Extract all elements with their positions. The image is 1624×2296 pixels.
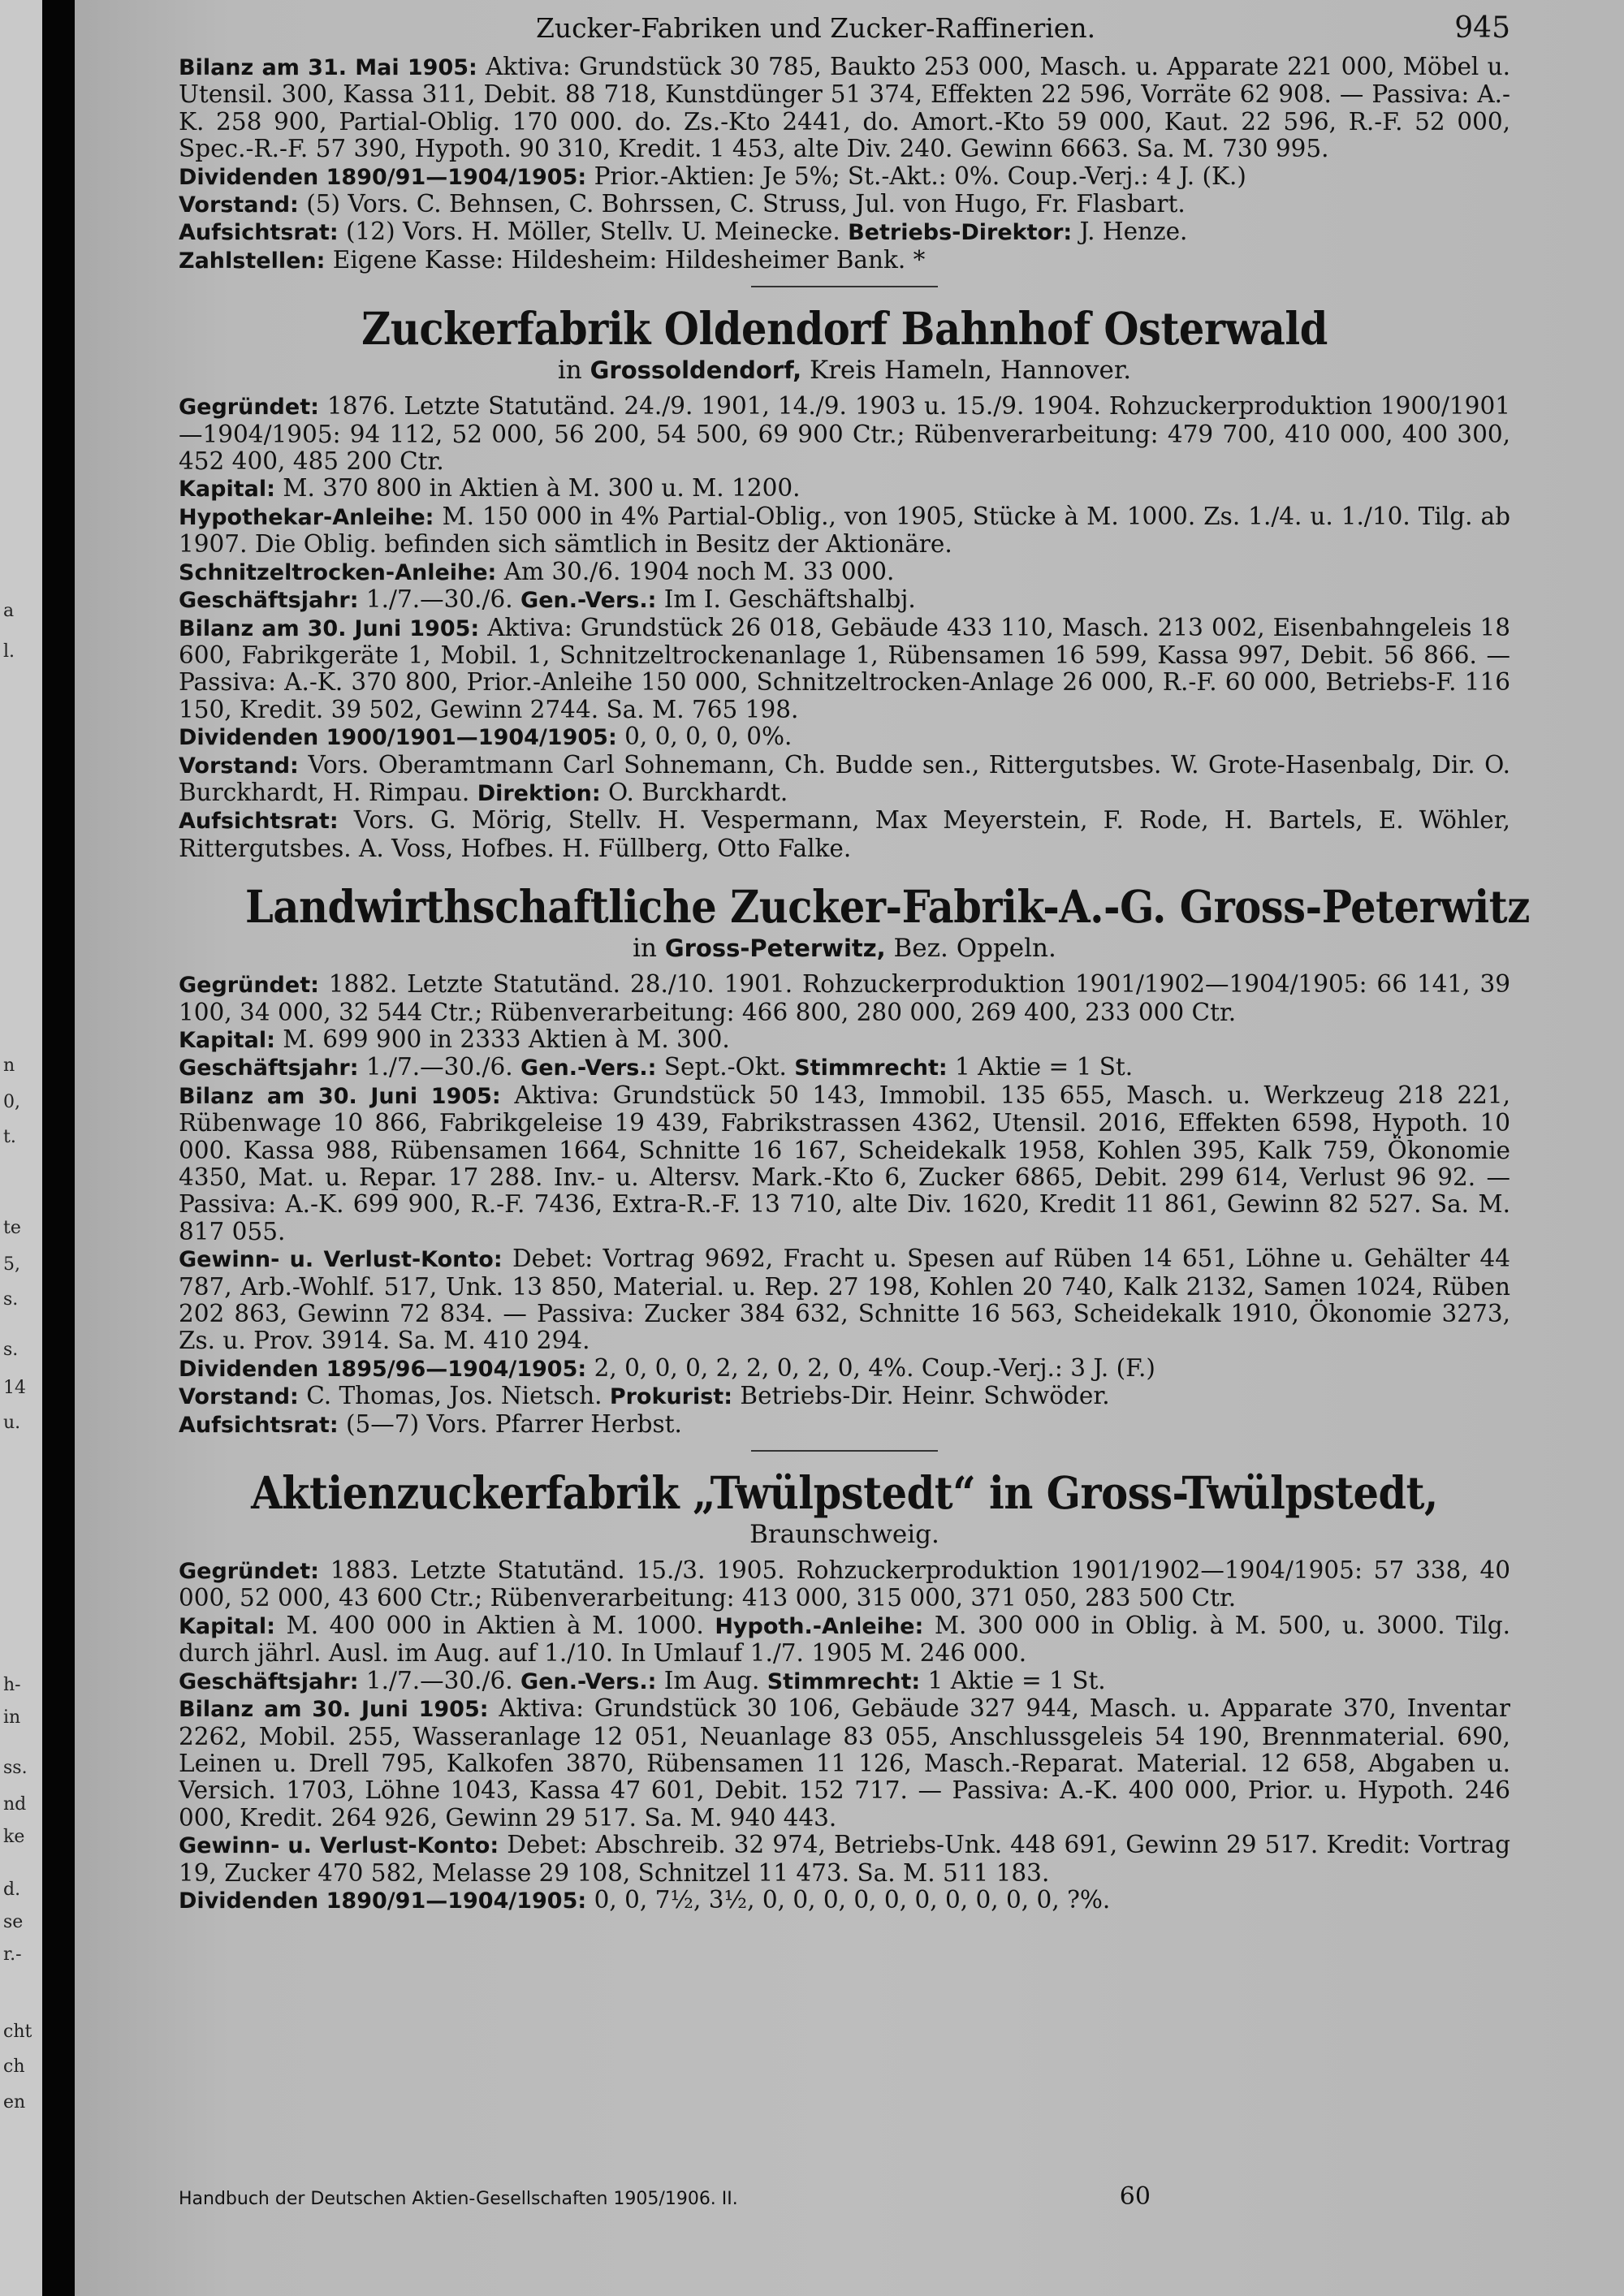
- company-location: in Gross-Peterwitz, Bez. Oppeln.: [633, 934, 1056, 964]
- board-paragraph: [179, 191, 1510, 218]
- entry-text: Debet: Vortrag 9692, Fracht u. Spesen auf Rüben 14 651, Löhne u. Gehälter 44 787, Arb.-Wohlf. 517, Unk. 13 850, Material. u. Rep. 27 198, Kohlen 20 740, Kalk 2132, Samen 1024, Rüben 202 863, Gewinn 72 834. — Passiva: Zucker 384 632, Schnitte 16 563, Scheidekalk 1910, Ökonomie 3273, Zs. u. Prov. 3914. Sa. M. 410 294.: [179, 1245, 1510, 1355]
- entry-text: M. 300 000 in Oblig. à M. 500, u. 3000. Tilg. durch jährl. Ausl. im Aug. auf 1./10. In Umlauf 1./7. 1905 M. 246 000.: [179, 1611, 1510, 1668]
- entry-twuelpstedt: [179, 1468, 1510, 1914]
- entry-text: Aktiva: Grundstück 30 106, Gebäude 327 944, Masch. u. Apparate 370, Inventar 2262, Mobil. 255, Wasseranlage 12 051, Neuanlage 83 055, Anschlussgeleis 54 190, Brennmaterial. 690, Leinen u. Drell 795, Kalkofen 3870, Rübensamen 11 126, Masch.-Reparat. Material. 12 658, Abgaben u. Versich. 1703, Löhne 1043, Kassa 47 601, Debit. 152 717. — Passiva: A.-K. 400 000, Prior. u. Hypoth. 246 000, Kredit. 264 926, Gewinn 29 517. Sa. M. 940 443.: [179, 1694, 1510, 1832]
- entry-text: Debet: Abschreib. 32 974, Betriebs-Unk. 448 691, Gewinn 29 517. Kredit: Vortrag 19, Zucker 470 582, Melasse 29 108, Schnitzel 11 473. Sa. M. 511 183.: [179, 1831, 1510, 1887]
- margin-fragment: ch: [3, 2056, 25, 2077]
- supervisory-board-paragraph: [179, 807, 1510, 862]
- entry-text: Im Aug.: [656, 1666, 767, 1694]
- margin-fragment: n: [3, 1055, 15, 1076]
- entry-text: Im I. Geschäftshalbj.: [656, 585, 916, 614]
- profit-loss-paragraph: [179, 1245, 1510, 1355]
- entry-label: Gen.-Vers.:: [520, 1668, 657, 1694]
- entry-label: Schnitzeltrocken-Anleihe:: [179, 559, 497, 585]
- entry-text: M. 370 800 in Aktien à M. 300 u. M. 1200.: [274, 474, 801, 503]
- entry-label: Zahlstellen:: [179, 248, 326, 274]
- balance-sheet-paragraph: [179, 1695, 1510, 1832]
- entry-label: Dividenden 1890/91—1904/1905:: [179, 1888, 587, 1914]
- capital-paragraph: [179, 1612, 1510, 1668]
- section-divider: [751, 286, 938, 287]
- margin-fragment: 5,: [3, 1254, 20, 1275]
- margin-fragment: se: [3, 1912, 24, 1932]
- entry-text: M. 699 900 in 2333 Aktien à M. 300.: [274, 1025, 730, 1053]
- entry-text: (5) Vors. C. Behnsen, C. Bohrssen, C. Struss, Jul. von Hugo, Fr. Flasbart.: [298, 190, 1186, 218]
- margin-fragment: l.: [3, 641, 15, 662]
- entry-text: 1876. Letzte Statutänd. 24./9. 1901, 14./9. 1903 u. 15./9. 1904. Rohzuckerproduktion 1900/1901—1904/1905: 94 112, 52 000, 56 200, 54 500, 69 900 Ctr.; Rübenverarbeitung: 479 700, 410 000, 400 300, 452 400, 485 200 Ctr.: [179, 392, 1510, 476]
- entry-label: Gen.-Vers.:: [520, 1055, 657, 1081]
- entry-label: Geschäftsjahr:: [179, 1055, 359, 1081]
- balance-sheet-paragraph: [179, 1082, 1510, 1245]
- entry-text: M. 400 000 in Aktien à M. 1000.: [274, 1611, 715, 1639]
- entry-text: Prior.-Aktien: Je 5%; St.-Akt.: 0%. Coup.-Verj.: 4 J. (K.): [586, 162, 1246, 190]
- entry-label: Vorstand:: [179, 1384, 299, 1410]
- entry-label: Vorstand:: [179, 753, 299, 779]
- entry-text: M. 150 000 in 4% Partial-Oblig., von 1905, Stücke à M. 1000. Zs. 1./4. u. 1./10. Tilg. ab 1907. Die Oblig. befinden sich sämtlich in Besitz der Aktionäre.: [179, 502, 1510, 559]
- company-heading: Zuckerfabrik Oldendorf Bahnhof Osterwald: [361, 302, 1328, 356]
- board-paragraph: [179, 752, 1510, 808]
- loan-paragraph: [179, 559, 1510, 586]
- entry-label: Bilanz am 31. Mai 1905:: [179, 55, 477, 80]
- entry-label: Hypothekar-Anleihe:: [179, 504, 434, 530]
- entry-label: Geschäftsjahr:: [179, 1668, 359, 1694]
- book-spine-shadow: [42, 0, 75, 2296]
- entry-text: (5—7) Vors. Pfarrer Herbst.: [338, 1409, 682, 1438]
- section-divider: [751, 1450, 938, 1452]
- margin-fragment: h-: [3, 1675, 21, 1695]
- company-heading: Aktienzuckerfabrik „Twülpstedt“ in Gross-Twülpstedt,: [251, 1466, 1438, 1520]
- entry-label: Gewinn- u. Verlust-Konto:: [179, 1247, 503, 1273]
- entry-label: Bilanz am 30. Juni 1905:: [179, 1083, 501, 1109]
- entry-text: 1882. Letzte Statutänd. 28./10. 1901. Rohzuckerproduktion 1901/1902—1904/1905: 66 141, 39 100, 34 000, 32 544 Ctr.; Rübenverarbeitung: 466 800, 280 000, 269 400, 233 000 Ctr.: [179, 970, 1510, 1026]
- supervisory-board-paragraph: [179, 218, 1510, 246]
- capital-paragraph: [179, 1026, 1510, 1054]
- fiscal-year-paragraph: [179, 586, 1510, 614]
- entry-text: 1./7.—30./6.: [358, 1053, 521, 1081]
- entry-text: 1883. Letzte Statutänd. 15./3. 1905. Rohzuckerproduktion 1901/1902—1904/1905: 57 338, 40 000, 52 000, 43 600 Ctr.; Rübenverarbeitung: 413 000, 315 000, 371 050, 283 500 Ctr.: [179, 1556, 1510, 1612]
- margin-fragment: ss.: [3, 1758, 28, 1778]
- entry-text: J. Henze.: [1072, 218, 1188, 246]
- entry-label: Vorstand:: [179, 192, 299, 218]
- entry-text: C. Thomas, Jos. Nietsch.: [298, 1382, 610, 1410]
- entry-label: Stimmrecht:: [767, 1668, 921, 1694]
- dividends-paragraph: [179, 1887, 1510, 1914]
- entry-text: 0, 0, 0, 0, 0%.: [616, 723, 793, 751]
- text-column: [179, 11, 1530, 1914]
- margin-fragment: 0,: [3, 1092, 20, 1112]
- margin-fragment: t.: [3, 1127, 16, 1147]
- entry-continued-block: [179, 54, 1510, 274]
- fiscal-year-paragraph: [179, 1668, 1510, 1695]
- company-location: Braunschweig.: [749, 1520, 939, 1550]
- entry-text: Aktiva: Grundstück 50 143, Immobil. 135 655, Masch. u. Werkzeug 218 221, Rübenwage 10 866, Fabrikgeleise 19 439, Fabrikstrassen 4362, Utensil. 2016, Effekten 6598, Hypoth. 10 000. Kassa 988, Rübensamen 1664, Schnitte 16 167, Scheidekalk 1958, Kohlen 395, Kalk 759, Ökonomie 4350, Mat. u. Repar. 17 288. Inv.- u. Altersv. Mark.-Kto 6, Zucker 6865, Debit. 299 614, Verlust 96 92. — Passiva: A.-K. 699 900, R.-F. 7436, Extra-R.-F. 13 710, alte Div. 1620, Kredit 11 861, Gewinn 82 527. Sa. M. 817 055.: [179, 1081, 1511, 1245]
- margin-fragment: te: [3, 1218, 21, 1238]
- entry-text: Eigene Kasse: Hildesheim: Hildesheimer Bank. *: [325, 245, 926, 274]
- entry-text: O. Burckhardt.: [600, 778, 788, 806]
- entry-label: Direktion:: [477, 780, 601, 806]
- entry-label: Geschäftsjahr:: [179, 588, 359, 614]
- entry-label: Dividenden 1900/1901—1904/1905:: [179, 725, 617, 751]
- entry-text: 1./7.—30./6.: [358, 585, 521, 614]
- entry-label: Dividenden 1895/96—1904/1905:: [179, 1356, 587, 1382]
- supervisory-board-paragraph: [179, 1411, 1510, 1439]
- founded-paragraph: [179, 1557, 1510, 1612]
- margin-fragment: r.-: [3, 1944, 22, 1965]
- entry-label: Gegründet:: [179, 1559, 319, 1585]
- entry-label: Stimmrecht:: [794, 1055, 948, 1081]
- margin-fragment: cht: [3, 2022, 32, 2042]
- entry-label: Aufsichtsrat:: [179, 220, 339, 246]
- margin-fragment: d.: [3, 1880, 21, 1900]
- entry-label: Betriebs-Direktor:: [848, 220, 1073, 246]
- board-paragraph: [179, 1383, 1510, 1410]
- entry-text: 2, 0, 0, 0, 2, 2, 0, 2, 0, 4%. Coup.-Verj.: 3 J. (F.): [586, 1353, 1155, 1382]
- entry-label: Gewinn- u. Verlust-Konto:: [179, 1833, 499, 1859]
- signature-mark: 60: [1119, 2182, 1151, 2211]
- entry-text: 1 Aktie = 1 St.: [920, 1666, 1106, 1694]
- entry-label: Gegründet:: [179, 973, 319, 999]
- margin-fragment: in: [3, 1707, 21, 1728]
- founded-paragraph: [179, 971, 1510, 1026]
- entry-label: Aufsichtsrat:: [179, 809, 339, 835]
- margin-fragment: ke: [3, 1827, 25, 1847]
- entry-label: Kapital:: [179, 1613, 275, 1639]
- running-head: [179, 11, 1510, 54]
- entry-label: Dividenden 1890/91—1904/1905:: [179, 164, 587, 190]
- margin-fragment: u.: [3, 1413, 21, 1433]
- margin-fragment: s.: [3, 1289, 19, 1310]
- company-location: in Grossoldendorf, Kreis Hameln, Hannover.: [557, 356, 1132, 386]
- entry-text: Aktiva: Grundstück 26 018, Gebäude 433 110, Masch. 213 002, Eisenbahngeleis 18 600, Fabrikgeräte 1, Mobil. 1, Schnitzeltrockenanlage 1, Rübensamen 16 599, Kassa 997, Debit. 56 866. — Passiva: A.-K. 370 800, Prior.-Anleihe 150 000, Schnitzeltrocken-Anlage 26 000, R.-F. 60 000, Betriebs-F. 116 150, Kredit. 39 502, Gewinn 2744. Sa. M. 765 198.: [179, 613, 1510, 723]
- entry-text: 1 Aktie = 1 St.: [947, 1053, 1134, 1081]
- entry-label: Gegründet:: [179, 395, 319, 421]
- entry-label: Kapital:: [179, 477, 275, 503]
- entry-label: Aufsichtsrat:: [179, 1412, 339, 1438]
- margin-fragment: s.: [3, 1340, 19, 1360]
- entry-label: Bilanz am 30. Juni 1905:: [179, 615, 480, 641]
- entry-text: Vors. Oberamtmann Carl Sohnemann, Ch. Budde sen., Rittergutsbes. W. Grote-Hasenbalg, Dir. O. Burckhardt, H. Rimpau.: [179, 750, 1510, 806]
- capital-paragraph: [179, 475, 1510, 503]
- entry-text: (12) Vors. H. Möller, Stellv. U. Meinecke.: [338, 218, 849, 246]
- margin-fragment: 14: [3, 1378, 26, 1398]
- fiscal-year-paragraph: [179, 1054, 1510, 1081]
- entry-text: 0, 0, 7½, 3½, 0, 0, 0, 0, 0, 0, 0, 0, 0, 0, ?%.: [586, 1885, 1111, 1914]
- footer-book-title: Handbuch der Deutschen Aktien-Gesellschaften 1905/1906. II.: [179, 2189, 738, 2209]
- entry-label: Gen.-Vers.:: [520, 588, 657, 614]
- balance-sheet-paragraph: [179, 615, 1510, 724]
- paying-agents-paragraph: [179, 247, 1510, 274]
- entry-label: Hypoth.-Anleihe:: [715, 1613, 924, 1639]
- entry-text: Sept.-Okt.: [656, 1053, 795, 1081]
- balance-sheet-paragraph: [179, 54, 1510, 163]
- book-page: [3, 0, 1624, 2296]
- entry-label: Prokurist:: [609, 1384, 733, 1410]
- company-heading: Landwirthschaftliche Zucker-Fabrik-A.-G. Gross-Peterwitz: [245, 880, 1530, 934]
- mortgage-loan-paragraph: [179, 503, 1510, 559]
- profit-loss-paragraph: [179, 1832, 1510, 1887]
- entry-text: Aktiva: Grundstück 30 785, Baukto 253 000, Masch. u. Apparate 221 000, Möbel u. Utensil. 300, Kassa 311, Debit. 88 718, Kunstdünger 51 374, Effekten 22 596, Vorräte 62 908. — Passiva: A.-K. 258 900, Partial-Oblig. 170 000. do. Zs.-Kto 2441, do. Amort.-Kto 59 000, Kaut. 22 596, R.-F. 52 000, Spec.-R.-F. 57 390, Hypoth. 90 310, Kredit. 1 453, alte Div. 240. Gewinn 6663. Sa. M. 730 995.: [179, 53, 1510, 163]
- entry-oldendorf: [179, 304, 1510, 862]
- running-title: Zucker-Fabriken und Zucker-Raffinerien.: [536, 12, 1096, 44]
- entry-label: Bilanz am 30. Juni 1905:: [179, 1697, 489, 1723]
- founded-paragraph: [179, 393, 1510, 475]
- margin-fragment: a: [3, 601, 15, 621]
- margin-fragment: en: [3, 2092, 26, 2113]
- entry-label: Kapital:: [179, 1027, 275, 1053]
- dividends-paragraph: [179, 723, 1510, 751]
- margin-fragment: nd: [3, 1794, 27, 1815]
- entry-text: Vors. G. Mörig, Stellv. H. Vespermann, Max Meyerstein, F. Rode, H. Bartels, E. Wöhler, Rittergutsbes. A. Voss, Hofbes. H. Füllberg, Otto Falke.: [179, 806, 1510, 862]
- entry-text: Betriebs-Dir. Heinr. Schwöder.: [732, 1382, 1110, 1410]
- dividends-paragraph: [179, 163, 1510, 191]
- entry-text: 1./7.—30./6.: [358, 1666, 521, 1694]
- entry-text: Am 30./6. 1904 noch M. 33 000.: [496, 557, 895, 585]
- page-footer: [179, 2182, 1510, 2211]
- dividends-paragraph: [179, 1355, 1510, 1383]
- page-number: 945: [1454, 11, 1510, 45]
- entry-gross-peterwitz: [179, 880, 1530, 1439]
